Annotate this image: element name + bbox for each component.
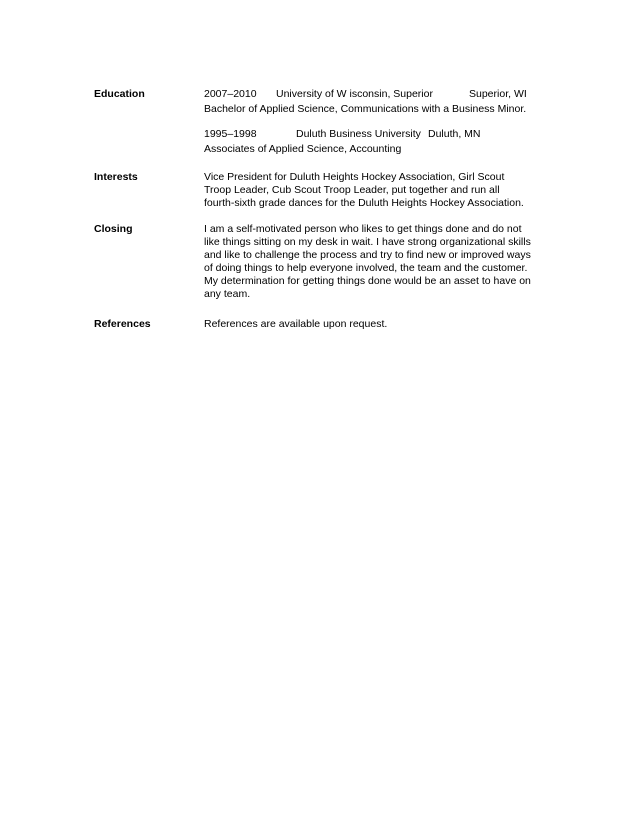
closing-line: I am a self-motivated person who likes to get things done and do not [204, 223, 522, 235]
closing-heading: Closing [94, 223, 133, 235]
closing-line: and like to challenge the process and try to find new or improved ways [204, 249, 531, 261]
interests-line: Vice President for Duluth Heights Hockey Association, Girl Scout [204, 171, 505, 183]
education-heading: Education [94, 88, 145, 100]
interests-heading: Interests [94, 171, 138, 183]
education-entry-1-years: 2007–2010 [204, 88, 257, 100]
education-entry-1 [204, 88, 544, 101]
education-entry-1-degree: Bachelor of Applied Science, Communications with a Business Minor. [204, 103, 527, 115]
education-entry-2 [204, 128, 544, 141]
closing-line: of doing things to help everyone involved, the team and the customer. [204, 262, 528, 274]
references-heading: References [94, 318, 151, 330]
education-entry-1-school: University of W isconsin, Superior [276, 88, 433, 100]
closing-line: like things sitting on my desk in wait. I have strong organizational skills [204, 236, 531, 248]
education-entry-2-degree: Associates of Applied Science, Accounting [204, 143, 402, 155]
closing-text [204, 223, 544, 301]
interests-line: fourth-sixth grade dances for the Duluth Heights Hockey Association. [204, 197, 524, 209]
education-entry-2-school: Duluth Business University [296, 128, 421, 140]
education-entry-2-location: Duluth, MN [428, 128, 481, 140]
interests-text [204, 171, 544, 210]
education-entry-2-years: 1995–1998 [204, 128, 257, 140]
closing-line: My determination for getting things done would be an asset to have on [204, 275, 531, 287]
references-text: References are available upon request. [204, 318, 388, 330]
interests-line: Troop Leader, Cub Scout Troop Leader, put together and run all [204, 184, 500, 196]
education-entry-1-location: Superior, WI [469, 88, 527, 100]
closing-line: any team. [204, 288, 251, 300]
